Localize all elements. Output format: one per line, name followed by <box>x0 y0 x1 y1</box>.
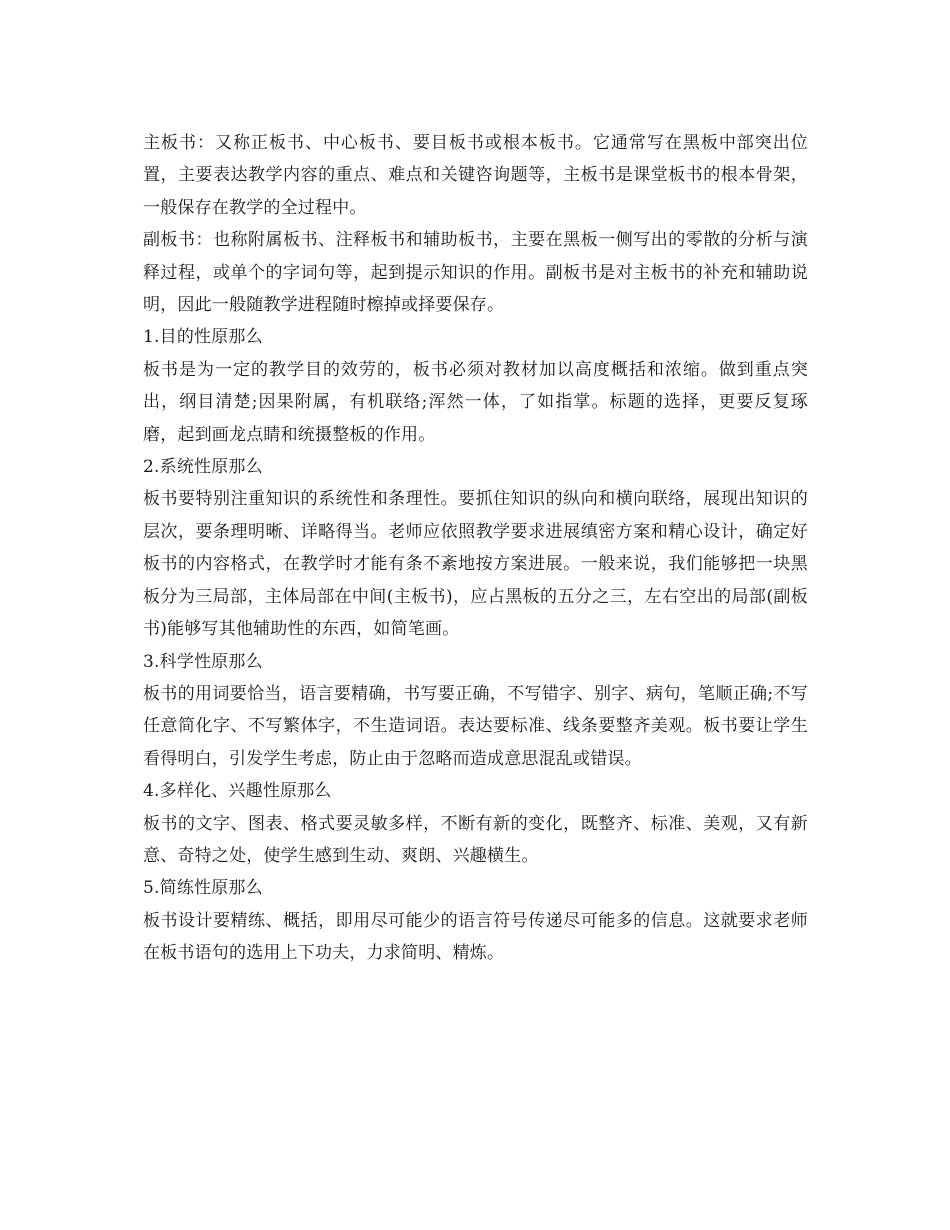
paragraph-main-board: 主板书：又称正板书、中心板书、要目板书或根本板书。它通常写在黑板中部突出位置，主要表达教学内容的重点、难点和关键咨询题等，主板书是课堂板书的根本骨架，一般保存在教学的全过程中。 <box>143 133 808 218</box>
heading-purpose-principle: 1.目的性原那么 <box>143 327 263 348</box>
paragraph-diversity-principle: 板书的文字、图表、格式要灵敏多样，不断有新的变化，既整齐、标准、美观，又有新意、奇特之处，使学生感到生动、爽朗、兴趣横生。 <box>143 813 808 866</box>
paragraph-concise-principle: 板书设计要精练、概括，即用尽可能少的语言符号传递尽可能多的信息。这就要求老师在板书语句的选用上下功夫，力求简明、精炼。 <box>143 910 808 964</box>
heading-diversity-principle: 4.多样化、兴趣性原那么 <box>143 781 332 802</box>
heading-science-principle: 3.科学性原那么 <box>143 651 263 672</box>
paragraph-science-principle: 板书的用词要恰当，语言要精确，书写要正确，不写错字、别字、病句，笔顺正确;不写任意简化字、不写繁体字，不生造词语。表达要标准、线条要整齐美观。板书要让学生看得明白，引发学生考虑，防止由于忽略而造成意思混乱或错误。 <box>143 683 808 769</box>
document-body <box>143 127 808 970</box>
paragraph-sub-board: 副板书：也称附属板书、注释板书和辅助板书，主要在黑板一侧写出的零散的分析与演释过程，或单个的字词句等，起到提示知识的作用。副板书是对主板书的补充和辅助说明，因此一般随教学进程随时檫掉或择要保存。 <box>143 230 808 316</box>
heading-concise-principle: 5.简练性原那么 <box>143 878 263 899</box>
heading-system-principle: 2.系统性原那么 <box>143 457 263 478</box>
paragraph-purpose-principle: 板书是为一定的教学目的效劳的，板书必须对教材加以高度概括和浓缩。做到重点突出，纲目清楚;因果附属，有机联络;浑然一体，了如指掌。标题的选择，更要反复琢磨，起到画龙点睛和统摄整板的作用。 <box>143 359 808 445</box>
paragraph-system-principle: 板书要特别注重知识的系统性和条理性。要抓住知识的纵向和横向联络，展现出知识的层次，要条理明晰、详略得当。老师应依照教学要求进展缜密方案和精心设计，确定好板书的内容格式，在教学时才能有条不紊地按方案进展。一般来说，我们能够把一块黑板分为三局部，主体局部在中间(主板书)，应占黑板的五分之三，左右空出的局部(副板书)能够写其他辅助性的东西，如简笔画。 <box>143 489 808 640</box>
